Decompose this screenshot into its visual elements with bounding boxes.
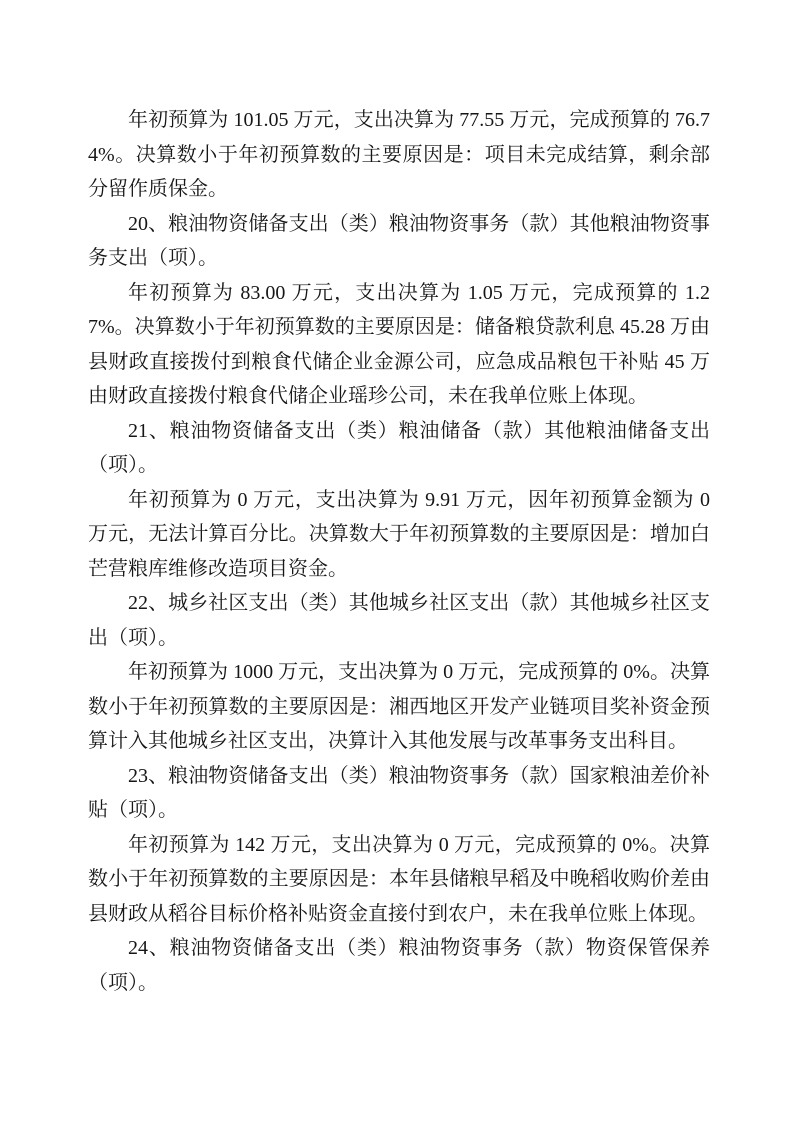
document-body [88,103,710,1000]
paragraph-item-21-detail: 年初预算为 0 万元，支出决算为 9.91 万元，因年初预算金额为 0 万元，无法计算百分比。决算数大于年初预算数的主要原因是：增加白芒营粮库维修改造项目资金。 [88,488,710,580]
paragraph-budget-detail-19: 年初预算为 101.05 万元，支出决算为 77.55 万元，完成预算的 76.74%。决算数小于年初预算数的主要原因是：项目未完成结算，剩余部分留作质保金。 [88,109,710,200]
paragraph-item-23-heading: 23、粮油物资储备支出（类）粮油物资事务（款）国家粮油差价补贴（项）。 [88,764,710,821]
paragraph-item-24-heading: 24、粮油物资储备支出（类）粮油物资事务（款）物资保管保养（项）。 [88,937,710,994]
paragraph-item-21-heading: 21、粮油物资储备支出（类）粮油储备（款）其他粮油储备支出（项）。 [88,419,710,476]
paragraph-item-20-heading: 20、粮油物资储备支出（类）粮油物资事务（款）其他粮油物资事务支出（项）。 [88,212,710,269]
paragraph-item-22-detail: 年初预算为 1000 万元，支出决算为 0 万元，完成预算的 0%。决算数小于年初预算数的主要原因是：湘西地区开发产业链项目奖补资金预算计入其他城乡社区支出，决算计入其他发展与改革事务支出科目。 [88,661,710,752]
paragraph-item-22-heading: 22、城乡社区支出（类）其他城乡社区支出（款）其他城乡社区支出（项）。 [88,592,710,649]
paragraph-item-23-detail: 年初预算为 142 万元，支出决算为 0 万元，完成预算的 0%。决算数小于年初预算数的主要原因是：本年县储粮早稻及中晚稻收购价差由县财政从稻谷目标价格补贴资金直接付到农户，未在我单位账上体现。 [88,833,710,925]
paragraph-item-20-detail: 年初预算为 83.00 万元，支出决算为 1.05 万元，完成预算的 1.27%。决算数小于年初预算数的主要原因是：储备粮贷款利息 45.28 万由县财政直接拨付到粮食代储企业金源公司，应急成品粮包干补贴 45 万由财政直接拨付粮食代储企业瑶珍公司，未在我单位账上体现。 [88,281,710,407]
